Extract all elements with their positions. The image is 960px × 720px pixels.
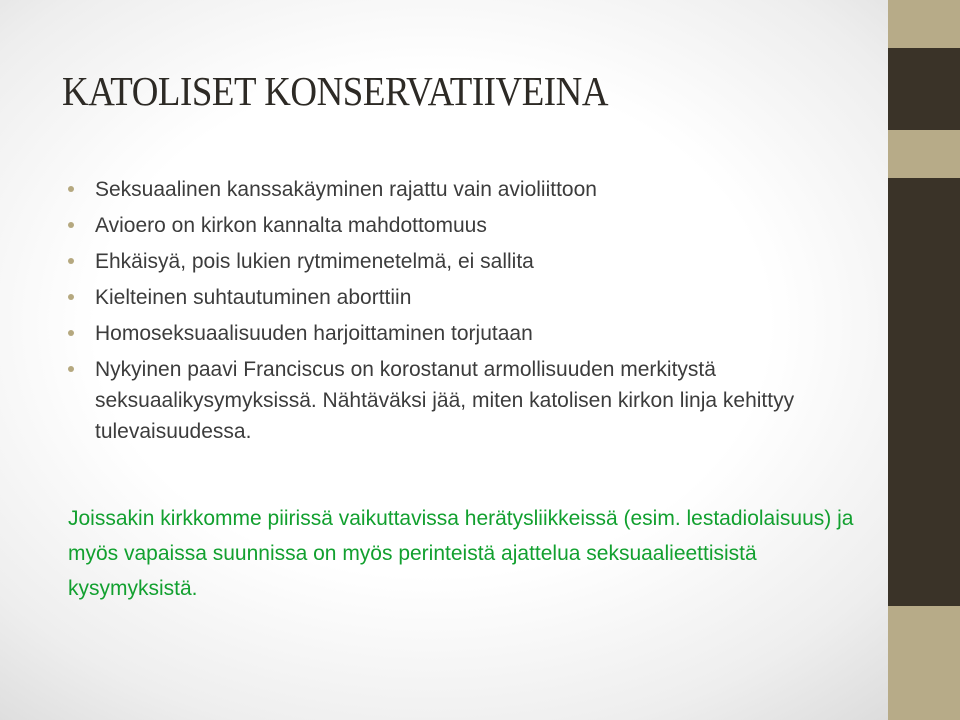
bullet-item	[68, 246, 848, 277]
bullet-list	[68, 174, 848, 452]
bullet-text: Seksuaalinen kanssakäyminen rajattu vain avioliittoon	[95, 178, 597, 201]
bullet-text: Avioero on kirkon kannalta mahdottomuus	[95, 214, 487, 237]
bullet-marker-icon	[68, 222, 74, 228]
bullet-text: Homoseksuaalisuuden harjoittaminen torjutaan	[95, 322, 533, 345]
closing-paragraph: Joissakin kirkkomme piirissä vaikuttavissa herätysliikkeissä (esim. lestadiolaisuus) ja myös vapaissa suunnissa on myös perinteistä ajattelua seksuaalieettisistä kysymyksistä.	[68, 507, 854, 600]
slide-title: KATOLISET KONSERVATIIVEINA	[62, 68, 609, 114]
bullet-text: Nykyinen paavi Franciscus on korostanut armollisuuden merkitystä seksuaalikysymyksissä. Nähtäväksi jää, miten katolisen kirkon linja kehittyy tulevaisuudessa.	[95, 358, 795, 443]
bullet-item	[68, 318, 848, 349]
side-band-accent-bottom	[888, 606, 960, 720]
bullet-item	[68, 282, 848, 313]
bullet-text: Ehkäisyä, pois lukien rytmimenetelmä, ei sallita	[95, 250, 534, 273]
bullet-marker-icon	[68, 186, 74, 192]
decorative-side-band	[888, 0, 960, 720]
bullet-item	[68, 210, 848, 241]
bullet-marker-icon	[68, 330, 74, 336]
bullet-text: Kielteinen suhtautuminen aborttiin	[95, 286, 412, 309]
bullet-marker-icon	[68, 258, 74, 264]
side-band-accent-middle	[888, 130, 960, 178]
bullet-item	[68, 354, 848, 447]
bullet-marker-icon	[68, 294, 74, 300]
bullet-item	[68, 174, 848, 205]
side-band-accent-top	[888, 0, 960, 48]
bullet-marker-icon	[68, 366, 74, 372]
